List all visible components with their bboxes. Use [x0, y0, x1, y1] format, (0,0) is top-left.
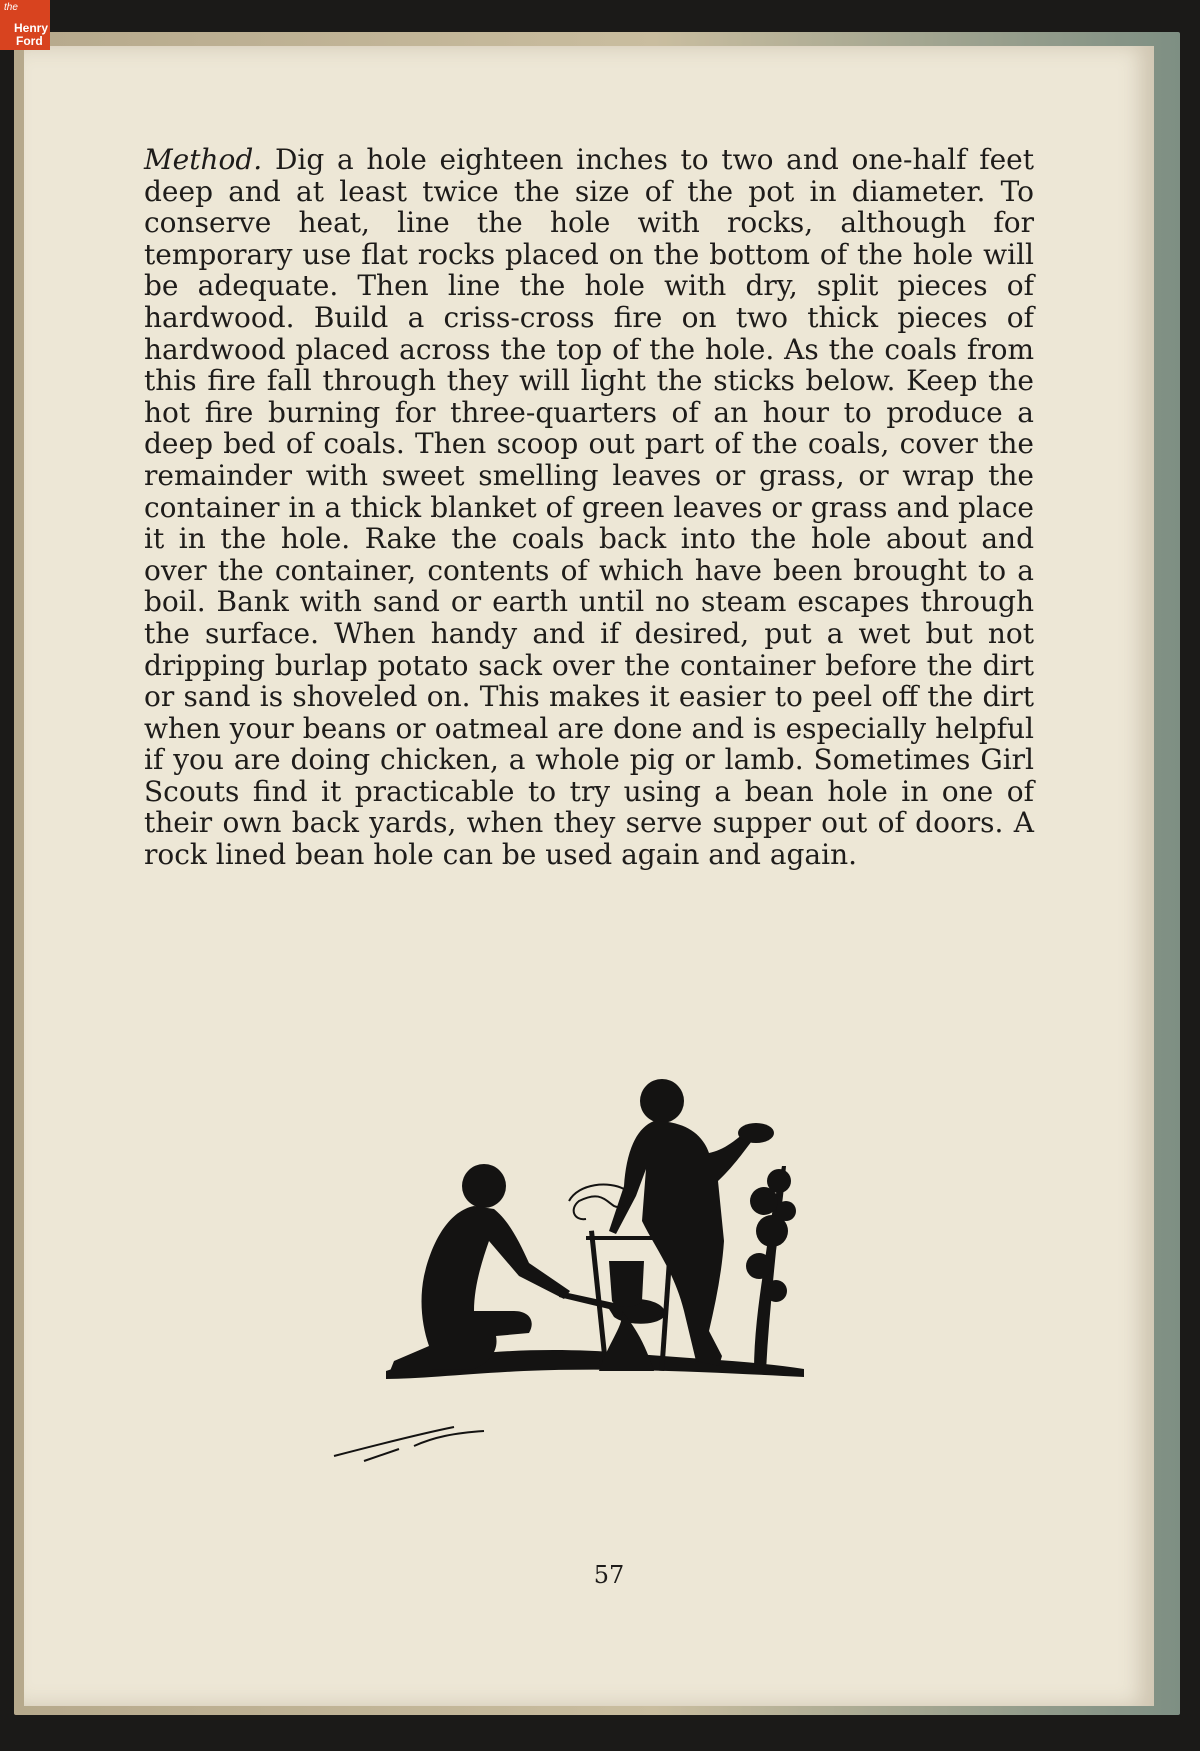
- method-paragraph: [144, 144, 1034, 871]
- logo-line-1: Henry: [14, 21, 49, 35]
- page-number: 57: [593, 1561, 625, 1589]
- henry-ford-logo: [0, 0, 50, 50]
- girl-scouts-cooking-silhouette: [324, 1071, 894, 1481]
- logo-line-2: Ford: [16, 34, 43, 48]
- book-page: [24, 46, 1154, 1706]
- logo-prefix: the: [4, 2, 18, 13]
- method-run-in: Method.: [144, 143, 263, 176]
- method-body: Dig a hole eighteen inches to two and one-half feet deep and at least twice the size of the pot in diameter. To conserve heat, line the hole with rocks, although for temporary use flat rocks placed on the bottom of the hole will be adequate. Then line the hole with dry, split pieces of hardwood. Build a criss-cross fire on two thick pieces of hardwood placed across the top of the hole. As the coals from this fire fall through they will light the sticks below. Keep the hot fire burning for three-quarters of an hour to produce a deep bed of coals. Then scoop out part of the coals, cover the remainder with sweet smelling leaves or grass, or wrap the container in a thick blanket of green leaves or grass and place it in the hole. Rake the coals back into the hole about and over the container, contents of which have been brought to a boil. Bank with sand or earth until no steam escapes through the surface. When handy and if desired, put a wet but not dripping burlap potato sack over the container before the dirt or sand is shoveled on. This makes it easier to peel off the dirt when your beans or oatmeal are done and is especially helpful if you are doing chicken, a whole pig or lamb. Sometimes Girl Scouts find it practicable to try using a bean hole in one of their own back yards, when they serve supper out of doors. A rock lined bean hole can be used again and again.: [144, 143, 1034, 872]
